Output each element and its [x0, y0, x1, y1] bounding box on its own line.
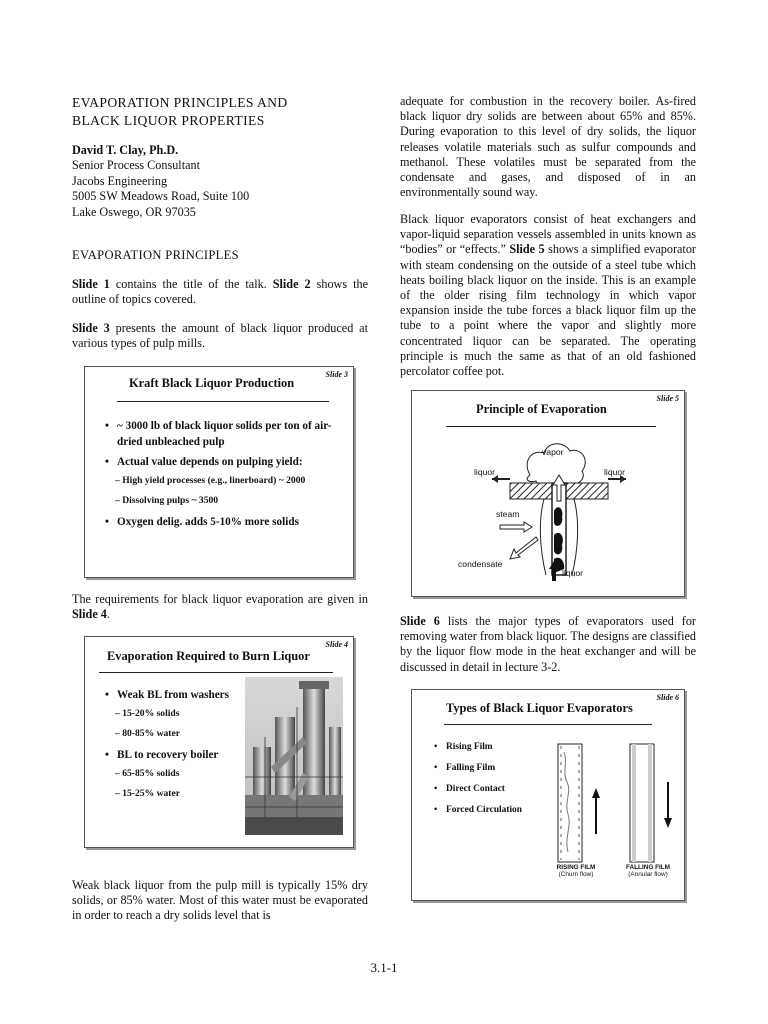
slide-4-sub-1: – 15-20% solids: [115, 708, 180, 719]
slide-4-title: Evaporation Required to Burn Liquor: [107, 649, 310, 663]
r-p2-text-b: shows a simplified evaporator with steam condensing on the outside of a steel tube which heats boiling black liquor on the inside. This is an example of the older rising film technology in which vapor expansion inside the tube forces a black liquor film up the tube to a point where the vapor and slightly more concentrated liquor can be separated. The operating principle is much the same as that of an old fashioned percolator coffee pot.: [400, 242, 696, 379]
paragraph-slide6: [400, 614, 696, 675]
slide-4-bullet-1: • Weak BL from washers: [105, 687, 255, 703]
slide-5-number: Slide 5: [656, 394, 679, 403]
slide-3-rule: [117, 401, 329, 402]
slide-3-sub-2: – Dissolving pulps ~ 3500: [115, 495, 219, 506]
falling-film-label: FALLING FILM: [625, 864, 671, 871]
slide-6-title: Types of Black Liquor Evaporators: [446, 701, 633, 715]
slide3-ref: Slide 3: [72, 321, 110, 335]
slide-4-number: Slide 4: [325, 640, 348, 649]
title-line-2: BLACK LIQUOR PROPERTIES: [72, 113, 265, 128]
author-street: 5005 SW Meadows Road, Suite 100: [72, 189, 250, 204]
slide-4-sub-3: – 65-85% solids: [115, 768, 180, 779]
slide6-ref: Slide 6: [400, 614, 440, 628]
slide-6-item-forced: • Forced Circulation: [434, 803, 554, 817]
author-company: Jacobs Engineering: [72, 173, 168, 188]
slide-3-sub-1: – High yield processes (e.g., linerboard) ~ 2000: [115, 475, 306, 486]
paragraph-slide3: [72, 321, 368, 351]
slide-4-rule: [99, 672, 333, 673]
section-heading: EVAPORATION PRINCIPLES: [72, 248, 239, 262]
label-liquor-bottom: liquor: [562, 568, 584, 578]
slide-6-rule: [444, 724, 652, 725]
author-city: Lake Oswego, OR 97035: [72, 204, 196, 219]
slide1-ref: Slide 1: [72, 277, 110, 291]
paragraph-combustion: [400, 94, 696, 200]
falling-film-caption: [616, 864, 680, 878]
p1-text-b: shows the outline of topics covered.: [72, 277, 368, 307]
slide-4-bullets: [105, 687, 255, 807]
slide-5-title: Principle of Evaporation: [476, 402, 607, 416]
slide-6-item-rising: • Rising Film: [434, 740, 554, 754]
paragraph-evaporators: [400, 212, 696, 379]
slide-5: [411, 390, 685, 597]
label-vapor: vapor: [542, 447, 564, 457]
page-number: 3.1-1: [370, 960, 398, 975]
slide-6: [411, 689, 685, 901]
author-block: [72, 143, 249, 220]
r-p2-text-a: Black liquor evaporators consist of heat exchangers and vapor-liquid separation vessels assembled in units known as “bodies” or “effects.”: [400, 212, 696, 257]
paper-title: [72, 94, 372, 130]
p3-text: The requirements for black liquor evaporation are given in: [72, 592, 368, 606]
paragraph-weak-liquor: [72, 878, 368, 924]
author-name: David T. Clay, Ph.D.: [72, 143, 179, 157]
author-role: Senior Process Consultant: [72, 158, 200, 173]
p2-text: presents the amount of black liquor produced at various types of pulp mills.: [72, 321, 368, 351]
label-condensate: condensate: [458, 559, 503, 569]
slide-4-sub-2: – 80-85% water: [115, 728, 181, 739]
paragraph-slide4: [72, 592, 368, 622]
rising-film-caption: [544, 864, 608, 878]
slide2-ref: Slide 2: [272, 277, 311, 291]
slide-4: [84, 636, 354, 848]
paragraph-slide1: [72, 277, 368, 307]
slide-6-items: [434, 740, 554, 824]
rising-film-label: RISING FILM: [556, 864, 596, 871]
evaporation-diagram: [412, 391, 684, 596]
falling-film-sub: (Annular flow): [628, 871, 668, 878]
p3-end: .: [106, 607, 110, 622]
rising-film-sub: (Churn flow): [558, 871, 594, 878]
p1-text-a: contains the title of the talk.: [109, 277, 273, 291]
label-liquor-left: liquor: [474, 467, 496, 477]
slide5-ref: Slide 5: [509, 242, 545, 257]
slide-4-bullet-2: • BL to recovery boiler: [105, 747, 255, 763]
plant-photo: [245, 677, 343, 835]
slide-3-bullets: [105, 418, 345, 534]
p4-text: Weak black liquor from the pulp mill is typically 15% dry solids, or 85% water. Most of this water must be evaporated in order to reach a dry solids level that is: [72, 878, 368, 923]
slide-3-bullet-2: • Actual value depends on pulping yield:: [105, 454, 345, 470]
r-p3-text: lists the major types of evaporators used for removing water from black liquor. The designs are classified by the liquor flow mode in the heat exchanger and will be discussed in detail in lecture 3-2.: [400, 614, 696, 674]
label-steam: steam: [496, 509, 520, 519]
slide4-ref: Slide 4: [72, 607, 107, 622]
slide-4-sub-4: – 15-25% water: [115, 788, 181, 799]
slide-3-bullet-1: • ~ 3000 lb of black liquor solids per ton of air-dried unbleached pulp: [105, 418, 345, 450]
slide-6-number: Slide 6: [656, 693, 679, 702]
slide-3-bullet-3: • Oxygen delig. adds 5-10% more solids: [105, 514, 345, 530]
slide-6-item-falling: • Falling Film: [434, 761, 554, 775]
slide-3-title: Kraft Black Liquor Production: [129, 376, 295, 390]
title-line-1: EVAPORATION PRINCIPLES AND: [72, 95, 288, 110]
slide-3: [84, 366, 354, 578]
film-tubes-diagram: [552, 742, 682, 864]
label-liquor-right: liquor: [604, 467, 626, 477]
slide-3-number: Slide 3: [325, 370, 348, 379]
slide-6-item-direct: • Direct Contact: [434, 782, 554, 796]
r-p1-text: adequate for combustion in the recovery boiler. As-fired black liquor dry solids are between about 65% and 85%. During evaporation to this level of dry solids, the liquor releases volatile materials such as sulfur compounds and methanol. These volatiles must be separated from the condensate and gases, and disposed of in an environmentally sound way.: [400, 94, 696, 200]
